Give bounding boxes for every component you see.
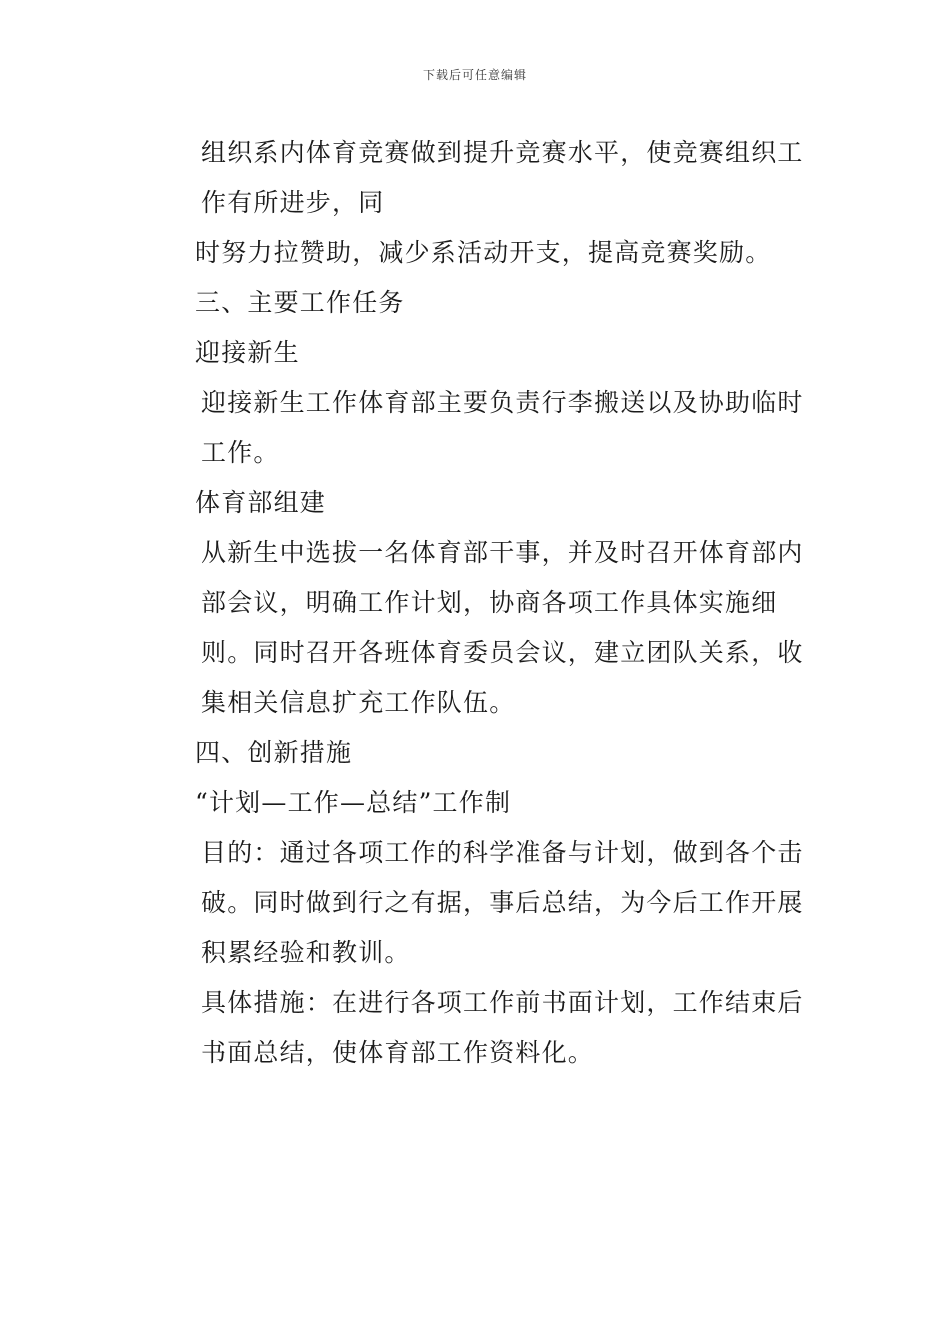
subheading-plan-work-summary: “计划—工作—总结”工作制 — [195, 788, 512, 817]
document-body — [145, 128, 807, 1078]
section-heading-innovation: 四、创新措施 — [195, 738, 353, 767]
paragraph-department-setup: 从新生中选拔一名体育部干事，并及时召开体育部内部会议，明确工作计划，协商各项工作具体实施细则。同时召开各班体育委员会议，建立团队关系，收集相关信息扩充工作队伍。 — [201, 538, 804, 717]
paragraph-welcome-freshmen: 迎接新生工作体育部主要负责行李搬送以及协助临时工作。 — [201, 388, 804, 467]
paragraph-sponsorship: 时努力拉赞助，减少系活动开支，提高竞赛奖励。 — [195, 238, 772, 267]
paragraph-purpose: 目的：通过各项工作的科学准备与计划，做到各个击破。同时做到行之有据，事后总结，为今后工作开展积累经验和教训。 — [201, 838, 804, 967]
subheading-welcome-freshmen: 迎接新生 — [195, 338, 300, 367]
section-heading-main-tasks: 三、主要工作任务 — [195, 288, 405, 317]
subheading-department-setup: 体育部组建 — [195, 488, 327, 517]
paragraph-competition: 组织系内体育竞赛做到提升竞赛水平，使竞赛组织工作有所进步，同 — [201, 138, 804, 217]
paragraph-measures: 具体措施：在进行各项工作前书面计划，工作结束后书面总结，使体育部工作资料化。 — [201, 988, 804, 1067]
page-header: 下载后可任意编辑 — [422, 68, 527, 82]
